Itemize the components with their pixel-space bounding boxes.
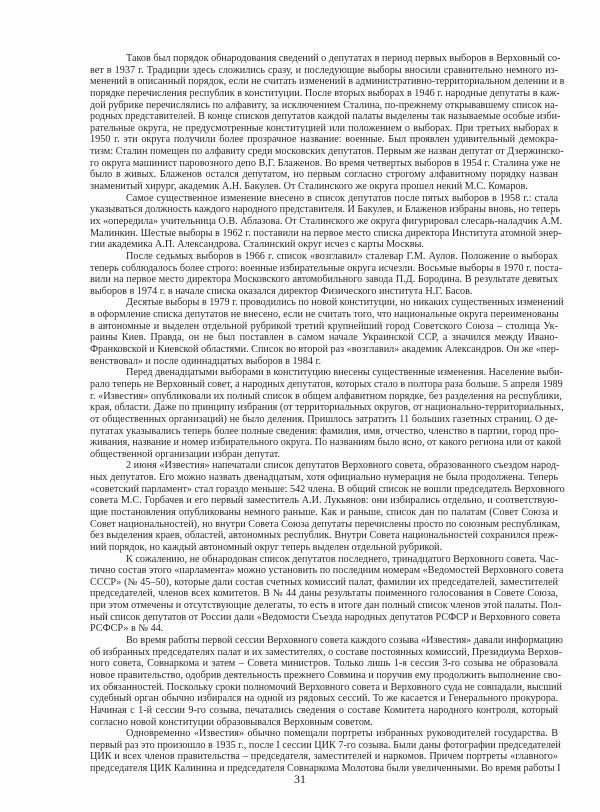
paragraph — [90, 250, 563, 298]
text-line: «советский парламент» стал гораздо меньше: 542 члена. В общий список не вошли председатель Верховного — [90, 483, 565, 495]
text-line: Одновременно «Известия» обычно помещали портреты избранных руководителей государства. В — [126, 728, 558, 740]
text-line: вет в 1937 г. Традиции здесь сложились сразу, и последующие выборы вносили сравнительно немного из- — [90, 64, 558, 76]
text-line: дой рубрике перечислялись по алфавиту, за исключением Сталина, по-прежнему открывавшему список на- — [90, 99, 558, 111]
text-line: 2 июня «Известия» напечатали список депутатов Верховного совета, образованного съездом народ- — [126, 460, 560, 472]
paragraph — [90, 297, 564, 367]
text-line: 1950 г. эти округа получили более прозрачное название: военные. Был проявлен удивительный демокра- — [90, 134, 558, 146]
text-line: РСФСР» в № 44. — [90, 623, 164, 635]
text-line: первый раз это произошло в 1935 г., после I сессии ЦИК 7-го созыва. Были даны фотографии председателей — [90, 739, 561, 751]
text-line: Таков был порядок обнародования сведений о депутатах в период первых выборов в Верховный со- — [126, 53, 561, 64]
text-line: теперь соблюдалось более строго: военные избирательные округа исчезли. Восьмые выборы в 1970 г. поста- — [90, 262, 563, 274]
text-line: путатах указывались теперь более полные сведения: фамилия, имя, отчество, членство в партии, город про- — [90, 425, 559, 437]
text-line: ний порядок, но каждый автономный округ теперь выделен отдельной рубрикой. — [90, 541, 443, 553]
text-line: рало теперь не Верховный совет, а народных депутатов, которых стало в полтора раза больше. 5 апреля 1989 — [90, 378, 563, 390]
text-line: Перед двенадцатыми выборами в конституцию внесены существенные изменения. Население выби- — [126, 367, 563, 379]
text-line: го округа машинист паровозного депо В.Г. Блаженов. Во время четвертых выборов в 1954 г. Сталина уже не — [90, 157, 561, 169]
text-line: щие постановления опубликованы немного раньше. Как и раньше, список дан по палатам (Совет Союза и — [90, 506, 558, 518]
text-line: живания, название и номер избирательного округа. По названиям было ясно, от какого региона или от какой — [90, 437, 562, 449]
text-line: К сожалению, не обнародован список депутатов последнего, тринадцатого Верховного совета. Час- — [126, 553, 559, 565]
text-line: края, области. Даже по принципу избрания (от территориальных округов, от национально-территориальных, — [90, 402, 564, 414]
paragraph — [90, 553, 564, 635]
text-line: указываться должность каждого народного представителя. И Бакулев, и Блаженов избраны вновь, но теперь — [90, 204, 561, 216]
text-line: рательные округа, не предусмотренные конституцией или положением о выборах. При третьих выборах в — [90, 122, 558, 134]
text-line: порядке перечисления республик в конституции. После вторых выборах в 1946 г. народные депутаты в каж- — [90, 87, 560, 99]
text-line: новое правительство, одобрив деятельность прежнего Совмина и поручив ему продолжить выполнение сво- — [90, 669, 562, 681]
paragraph — [90, 53, 565, 193]
text-line: родных представителей. В конце списков депутатов каждой палаты выделены так называемые особые изби- — [90, 111, 561, 123]
text-line: ный список депутатов от России дали «Ведомости Съезда народных депутатов РСФСР и Верховного совета — [90, 611, 561, 623]
page-number: 31 — [294, 772, 306, 786]
text-line: их «опередила» учительница О.В. Аблазова. От Сталинского же округа фигурировал слесарь-наладчик А.М. — [90, 215, 563, 227]
text-line: Десятые выборы в 1979 г. проводились по новой конституции, но никаких существенных изменений — [126, 297, 564, 309]
text-line: об избранных председателях палат и их заместителях, о составе постоянных комиссий, Президиума Верхов- — [90, 646, 562, 658]
text-line: Во время работы первой сессии Верховного совета каждого созыва «Известия» давали информацию — [126, 635, 563, 647]
text-line: их обязанностей. Поскольку сроки полномочий Верховного совета и Верховного суда не совпадали, высший — [90, 681, 562, 693]
text-line: было в живых. Блаженов остался депутатом, но первым согласно строгому алфавитному порядку назван — [90, 169, 558, 181]
text-line: ного совета, Совнаркома и затем – Совета министров. Только лишь 1-я сессия 3-го созыва не образовала — [90, 658, 558, 670]
text-line: Франковской и Киевской областями. Список во второй раз «возглавил» академик Александров. Он же «пер- — [90, 344, 560, 356]
text-line: После седьмых выборов в 1966 г. список «возглавил» сталевар Г.М. Аулов. Положение о выборах — [126, 250, 558, 262]
paragraph — [90, 460, 565, 553]
text-line: в оформление списка депутатов не внесено, если не считать того, что национальные округа переименованы — [90, 309, 559, 321]
text-line: Малинкин. Шестые выборы в 1962 г. поставили на первое место списка директора Института атомной энер- — [90, 227, 562, 239]
text-line: при этом отмечены и отсутствующие делегаты, то есть в итоге дан полный список членов этой палаты. Пол- — [90, 600, 562, 612]
text-line: гии академика А.П. Александрова. Сталинский округ исчез с карты Москвы. — [90, 239, 424, 251]
text-line: Начиная с 1-й сессии 9-го созыва, печатались сведения о составе Комитета народного контроля, который — [90, 704, 558, 716]
text-line: председателей, членов всех комитетов. В № 44 даны результаты поименного голосования в Совете Союза, — [90, 588, 558, 600]
paragraph — [90, 192, 563, 251]
text-line: вили на первое место директора Московского автомобильного завода П.Д. Бородина. В результате девятых — [90, 274, 558, 286]
text-line: судебный орган обычно избирался на одной из рядовых сессий. То же касается и Генерального прокурора. — [90, 693, 558, 705]
text-line: ЦИК и всех членов правительства – председателя, заместителей и наркомов. Причем портреты «главного» — [90, 751, 558, 763]
paragraph — [90, 728, 561, 775]
text-line: знаменитый хирург, академик А.Н. Бакулев. От Сталинского же округа прошел некий М.С. Комаров. — [90, 181, 528, 193]
text-line: согласно новой конституции образовывался Верховным советом. — [90, 716, 373, 728]
text-line: совета М.С. Горбачев и его первый заместитель А.И. Лукьянов: они избирались отдельно, и соответствую- — [90, 495, 558, 507]
text-line: тично состав этого «парламента» можно установить по последним номерам «Ведомостей Верховного совета — [90, 565, 564, 577]
text-line: Самое существенное изменение внесено в список депутатов после пятых выборов в 1958 г.: стала — [126, 192, 558, 204]
text-line: тизм: Сталин помещен по алфавиту среди московских депутатов. Первым же назван депутат от Дзержинско- — [90, 146, 564, 158]
text-line: венствовал» и после одиннадцатых выборов в 1984 г. — [90, 355, 322, 367]
body-text — [90, 53, 565, 775]
text-line: председателя ЦИК Калинина и председателя Совнаркома Молотова были увеличенными. Во время работы I — [90, 763, 561, 775]
text-line: общественной организации избран депутат. — [90, 448, 280, 460]
text-line: г. «Известия» опубликовали их полный список в общем алфавитном порядке, без разделения на республики, — [90, 390, 562, 402]
text-line: от общественных организаций) не было деления. Пришлось затратить 11 больших газетных страниц. О де- — [90, 413, 558, 425]
text-line: СССР» (№ 45–50), которые дали состав счетных комиссий палат, фамилии их председателей, заместителей — [90, 576, 558, 588]
text-line: Совет национальностей), но внутри Совета Союза депутаты перечислены просто по союзным республикам, — [90, 518, 561, 530]
paragraph — [90, 635, 563, 728]
text-line: выборов в 1974 г. в начале списка оказался директор Физического института Н.Г. Басов. — [90, 285, 473, 297]
text-line: в автономные и выделен отдельной рубрикой третий крупнейший город Советского Союза – столица Ук- — [90, 320, 558, 332]
text-line: без выделения краев, областей, автономных республик. Внутри Совета национальностей сохранился преж- — [90, 530, 558, 542]
text-line: менений в описанный порядок, если не считать изменений в административно-территориальном делении и в — [90, 76, 565, 88]
text-line: раины Киев. Правда, он не был поставлен в самом начале Украинской ССР, а значился между Ивано- — [90, 332, 558, 344]
text-line: ных депутатов. Его можно назвать двенадцатым, хотя официально нумерация не была продолжена. Теперь — [90, 472, 558, 484]
paragraph — [90, 367, 564, 460]
